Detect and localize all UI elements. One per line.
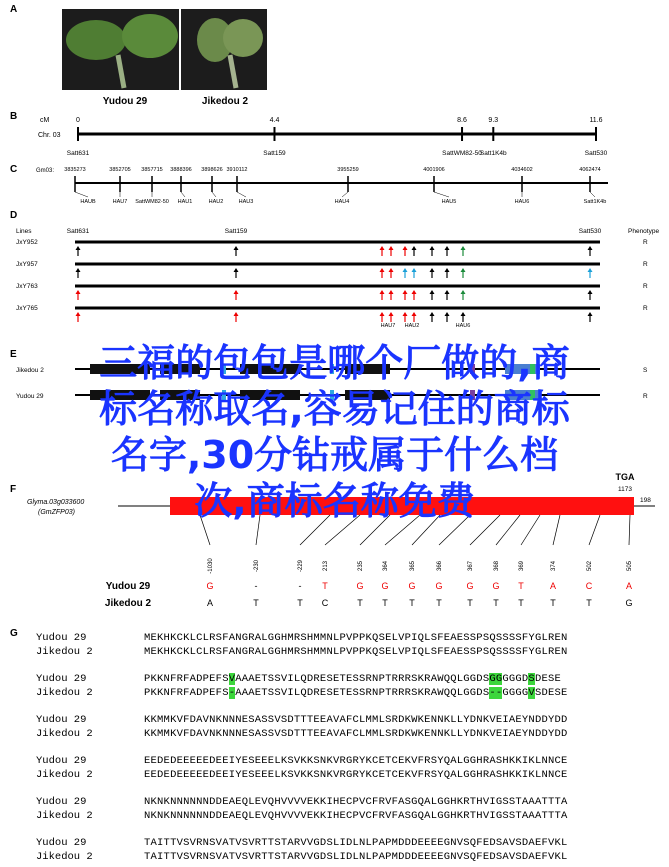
overlay-line-3: 名字,30分钻戒属于什么档 (110, 433, 559, 477)
panel-d-arrowhead (461, 268, 466, 272)
panel-d-arrowhead (430, 312, 435, 316)
panel-g-seq-name: Jikedou 2 (36, 646, 93, 658)
panel-d-phenotype: R (643, 305, 648, 312)
panel-letter-g: G (10, 628, 18, 639)
panel-d-line-name: JxY765 (16, 305, 38, 312)
panel-f-yudou-base: G (466, 581, 474, 591)
panel-d-line-name: JxY957 (16, 261, 38, 268)
panel-f-position: 505 (627, 560, 633, 572)
panel-b-tick-marker: Satt530 (584, 150, 608, 157)
panel-f-jikedou-base: A (206, 598, 214, 608)
overlay-line-2: 标名称取名,容易记住的商标 (99, 387, 570, 431)
panel-d-arrowhead (234, 312, 239, 316)
panel-g-seq-name: Jikedou 2 (36, 728, 93, 740)
panel-d-arrowhead (389, 268, 394, 272)
panel-b-tick-value: 11.6 (589, 117, 603, 124)
panel-c-position: 3888396 (170, 167, 192, 173)
panel-f-jikedou-base: T (436, 598, 442, 608)
panel-d-arrowhead (588, 312, 593, 316)
panel-b-ticks (67, 117, 608, 157)
panel-d-arrowhead (380, 246, 385, 250)
panel-d-arrowhead (430, 268, 435, 272)
panel-c-position: 4062474 (579, 167, 601, 173)
panel-e-row-name: Yudou 29 (16, 393, 44, 400)
panel-g-seq-name: Jikedou 2 (36, 769, 93, 781)
panel-letter-e: E (10, 349, 17, 360)
panel-c-marker: HAU6 (514, 199, 530, 205)
panel-c-marker: HAU4 (334, 199, 350, 205)
panel-f-yudou-base: G (206, 581, 214, 591)
panel-d-bottom-marker: HAU7 (380, 323, 396, 329)
panel-c-connector (342, 192, 348, 197)
panel-b-tick-value: 4.4 (269, 117, 280, 124)
panel-f-gene: Glyma.03g033600 (27, 499, 85, 506)
panel-d-arrowhead (234, 290, 239, 294)
cotyledon-left-a (66, 20, 126, 60)
panel-d-arrowhead (461, 290, 466, 294)
panel-g-seq-name: Yudou 29 (36, 673, 87, 685)
panel-g-sequence: PKKNFRFADPEFS-AAAETSSVILQDRESETESSRNPTRRRSKRAWQQLGGDS--GGGGVSDESE (144, 687, 568, 699)
panel-c-connector (590, 192, 595, 197)
panel-b-unit: cM (40, 117, 50, 124)
panel-d-arrowhead (76, 312, 81, 316)
panel-d-arrowhead (588, 268, 593, 272)
overlay-line-1: 三福的包包是哪个厂做的,商 (99, 341, 570, 385)
panel-b-tick-value: 0 (76, 117, 80, 124)
panel-f-yudou-base: T (322, 581, 328, 591)
panel-f-tga-pos: 1173 (618, 486, 632, 493)
panel-g-seq-name: Jikedou 2 (36, 810, 93, 822)
panel-d-arrowhead (412, 268, 417, 272)
panel-f-yudou-base: G (408, 581, 416, 591)
panel-c-marker: Satt1K4b (583, 199, 607, 205)
panel-c-connector (181, 192, 185, 197)
panel-c-marker: HAUB (80, 199, 96, 205)
panel-c-position: 3835273 (64, 167, 86, 173)
panel-g-highlight: G (495, 673, 503, 685)
panel-g-sequence: MEKHKCKLCLRSFANGRALGGHMRSHMMNLPVPPKQSELVPIQLSFEAESSPSQSSSSFYGLREN (144, 632, 568, 644)
cotyledon-left-b (122, 14, 178, 58)
panel-d-arrowhead (76, 268, 81, 272)
panel-d-arrowhead (588, 246, 593, 250)
panel-g-seq-name: Yudou 29 (36, 714, 87, 726)
panel-d-arrowhead (76, 246, 81, 250)
panel-d-bottom-marker: HAU6 (455, 323, 471, 329)
panel-c-position: 4001906 (423, 167, 445, 173)
panel-f-position: -1030 (208, 558, 214, 574)
panel-d-marker: Satt159 (224, 228, 248, 235)
panel-c-position: 3898626 (201, 167, 223, 173)
panel-f-position: 366 (437, 560, 443, 572)
panel-d-arrowhead (380, 290, 385, 294)
panel-f-yudou-base: - (254, 581, 258, 591)
panel-b-tick-value: 8.6 (457, 117, 467, 124)
panel-c-marker: HAU1 (177, 199, 193, 205)
panel-d-arrowhead (445, 268, 450, 272)
panel-f-jikedou-base: T (493, 598, 499, 608)
panel-d-arrowhead (445, 290, 450, 294)
panel-d-arrowhead (461, 246, 466, 250)
panel-g-seq-name: Yudou 29 (36, 837, 87, 849)
panel-letter-f: F (10, 484, 17, 495)
panel-f-position: 367 (468, 560, 474, 572)
panel-f-yudou-base: G (356, 581, 364, 591)
panel-g-sequence: NKNKNNNNNNDDEAEQLEVQHVVVVEKKIHECPVCFRVFASGQALGGHKRTHVIGSSTAAATTTA (144, 796, 568, 808)
panel-g-sequence: TAITTVSVRNSVATVSVRTTSTARVVGDSLIDLNLPAPMDDDEEEEGNVSQFEDSAVSDAEFVKL (144, 837, 568, 849)
panel-f-position: 213 (323, 560, 329, 572)
panel-g-highlight: V (228, 673, 236, 685)
panel-d-arrowhead (430, 290, 435, 294)
panel-c-marker: HAU5 (441, 199, 457, 205)
panel-letter-d: D (10, 210, 18, 221)
panel-f-jikedou-base: T (586, 598, 592, 608)
panel-c-marker: SattWM82-50 (135, 199, 169, 205)
panel-f-end: 198 (640, 497, 651, 504)
panel-d-arrowhead (389, 312, 394, 316)
panel-g-sequence: PKKNFRFADPEFSVAAAETSSVILQDRESETESSRNPTRRRSKRAWQQLGGDSGGGGGDSDESE (144, 673, 561, 685)
panel-c-connector (212, 192, 216, 197)
panel-d-arrowhead (234, 246, 239, 250)
panel-f-position: -229 (298, 559, 304, 573)
panel-d-arrowhead (588, 290, 593, 294)
panel-f-position: 365 (410, 560, 416, 572)
panel-d-arrowhead (445, 312, 450, 316)
panel-f-jikedou-base: C (321, 598, 329, 608)
panel-d-marker: Satt631 (66, 228, 90, 235)
panel-g-sequence: MEKHKCKLCLRSFANGRALGGHMRSHMMNLPVPPKQSELVPIQLSFEAESSPSQSSSSFYGLREN (144, 646, 568, 658)
panel-c-connector (75, 192, 88, 197)
panel-d-phenotype: R (643, 261, 648, 268)
panel-f-jikedou-base: T (467, 598, 473, 608)
panel-a-label-yudou: Yudou 29 (102, 96, 148, 107)
panel-c-position: 4034602 (511, 167, 533, 173)
panel-f-tga: TGA (615, 472, 635, 482)
panel-d-marker: Satt530 (578, 228, 602, 235)
panel-f-yudou-base: G (492, 581, 500, 591)
panel-c-marks (64, 167, 606, 205)
panel-letter-a: A (10, 4, 18, 15)
panel-d-lines-label: Lines (16, 228, 32, 235)
panel-f-yudou-label: Yudou 29 (105, 581, 151, 592)
panel-c-connector (434, 192, 449, 197)
panel-f-yudou-base: G (435, 581, 443, 591)
panel-c-position: 3852705 (109, 167, 131, 173)
panel-b-tick-marker: Satt631 (66, 150, 90, 157)
panel-f-position: 368 (494, 560, 500, 572)
panel-g-highlight: - (495, 687, 503, 699)
panel-letter-c: C (10, 164, 18, 175)
panel-g-seq-name: Yudou 29 (36, 632, 87, 644)
panel-d-arrowhead (380, 312, 385, 316)
panel-f-jikedou-base: G (625, 598, 633, 608)
panel-f-jikedou-base: T (357, 598, 363, 608)
panel-g-sequence: KKMMKVFDAVNKNNNESASSVSDTTTEEAVAFCLMMLSRDKWKENNKLLYDNKVEIAEYNDDYDD (144, 714, 568, 726)
panel-d-arrowhead (412, 290, 417, 294)
panel-d-arrowhead (403, 268, 408, 272)
panel-f-position: 235 (358, 560, 364, 572)
panel-g-seq-name: Jikedou 2 (36, 851, 93, 863)
panel-d-arrowhead (234, 268, 239, 272)
panel-d-arrowhead (76, 290, 81, 294)
panel-e-phenotype: S (643, 367, 648, 374)
panel-g-highlight: S (528, 673, 535, 685)
panel-letter-b: B (10, 111, 18, 122)
cotyledon-right-b (223, 19, 263, 57)
panel-d-phenotype-label: Phenotype (628, 228, 660, 235)
panel-c-marker: HAU3 (238, 199, 254, 205)
panel-d-line-name: JxY763 (16, 283, 38, 290)
panel-d-phenotype: R (643, 239, 648, 246)
panel-g-sequence: NKNKNNNNNNDDEAEQLEVQHVVVVEKKIHECPVCFRVFASGQALGGHKRTHVIGSSTAAATTTA (144, 810, 568, 822)
panel-d-arrowhead (403, 246, 408, 250)
panel-b-tick-marker: Satt159 (263, 150, 286, 157)
panel-g-sequence: TAITTVSVRNSVATVSVRTTSTARVVGDSLIDLNLPAPMDDDEEEEGNVSQFEDSAVSDAEFVKL (144, 851, 568, 863)
panel-d-arrowhead (430, 246, 435, 250)
overlay-caption (0, 340, 669, 524)
panel-d-arrowhead (403, 290, 408, 294)
overlay-line-4: 次,商标名称免费 (194, 479, 475, 523)
panel-c-connector (237, 192, 246, 197)
panel-f-position: 374 (551, 560, 557, 572)
panel-f-jikedou-base: T (253, 598, 259, 608)
panel-c-position: 3910112 (226, 167, 248, 173)
panel-c-position: 3857715 (141, 167, 163, 173)
panel-f-jikedou-base: T (297, 598, 303, 608)
panel-f-yudou-base: - (298, 581, 302, 591)
panel-g-highlight: - (489, 687, 496, 699)
panel-b-chr: Chr. 03 (38, 132, 61, 139)
panel-g-seq-name: Jikedou 2 (36, 687, 93, 699)
panel-g-highlight: - (228, 687, 236, 699)
panel-d-arrowhead (412, 312, 417, 316)
panel-g-highlight: V (528, 687, 535, 699)
panel-d-phenotype: R (643, 283, 648, 290)
panel-e-row-name: Jikedou 2 (16, 367, 44, 374)
panel-g-sequence: EEDEDEEEEEDEEIYESEEELKSVKKSNKVRGRYKCETCEKVFRSYQALGGHRASHKKIKLNNCE (144, 769, 568, 781)
panel-g-sequence: EEDEDEEEEEDEEIYESEEELKSVKKSNKVRGRYKCETCEKVFRSYQALGGHRASHKKIKLNNCE (144, 755, 568, 767)
panel-g-highlight: G (489, 673, 496, 685)
panel-d-arrowhead (445, 246, 450, 250)
panel-f-jikedou-base: T (550, 598, 556, 608)
panel-d-arrowhead (389, 290, 394, 294)
panel-b-tick-marker: SattWM82-50 (442, 150, 482, 157)
panel-a-label-jikedou: Jikedou 2 (201, 96, 249, 107)
panel-d-arrowhead (412, 246, 417, 250)
panel-b-tick-marker: Satt1K4b (479, 150, 507, 157)
panel-d-rows (16, 228, 648, 329)
panel-f-position: -230 (254, 559, 260, 573)
panel-f-jikedou-base: T (409, 598, 415, 608)
panel-d-arrowhead (461, 312, 466, 316)
panel-f-position: 502 (587, 560, 593, 572)
panel-c-marker: HAU7 (112, 199, 128, 205)
panel-c-start: Gm03: (36, 168, 55, 174)
panel-f-position: 364 (383, 560, 389, 572)
panel-b-tick-value: 9.3 (488, 117, 499, 124)
panel-c-position: 3955259 (337, 167, 359, 173)
panel-f-yudou-base: G (381, 581, 389, 591)
panel-f-jikedou-base: T (518, 598, 524, 608)
panel-d-line-name: JxY952 (16, 239, 38, 246)
panel-d-arrowhead (389, 246, 394, 250)
panel-d-arrowhead (403, 312, 408, 316)
panel-f-jikedou-label: Jikedou 2 (104, 598, 152, 609)
panel-d-arrowhead (380, 268, 385, 272)
panel-e-phenotype: R (643, 393, 648, 400)
panel-f-jikedou-base: T (382, 598, 388, 608)
panel-f-alias: (GmZFP03) (38, 509, 75, 516)
panel-f-snps (200, 515, 633, 608)
panel-c-marker: HAU2 (208, 199, 224, 205)
panel-f-yudou-base: T (518, 581, 524, 591)
panel-f-yudou-base: A (549, 581, 557, 591)
panel-g-seq-name: Yudou 29 (36, 796, 87, 808)
panel-g-seq-name: Yudou 29 (36, 755, 87, 767)
panel-g-sequence: KKMMKVFDAVNKNNNESASSVSDTTTEEAVAFCLMMLSRDKWKENNKLLYDNKVEIAEYNDDYDD (144, 728, 568, 740)
panel-d-bottom-marker: HAU2 (404, 323, 420, 329)
panel-f-yudou-base: A (625, 581, 633, 591)
panel-f-yudou-base: C (585, 581, 593, 591)
panel-f-position: 369 (519, 560, 525, 572)
